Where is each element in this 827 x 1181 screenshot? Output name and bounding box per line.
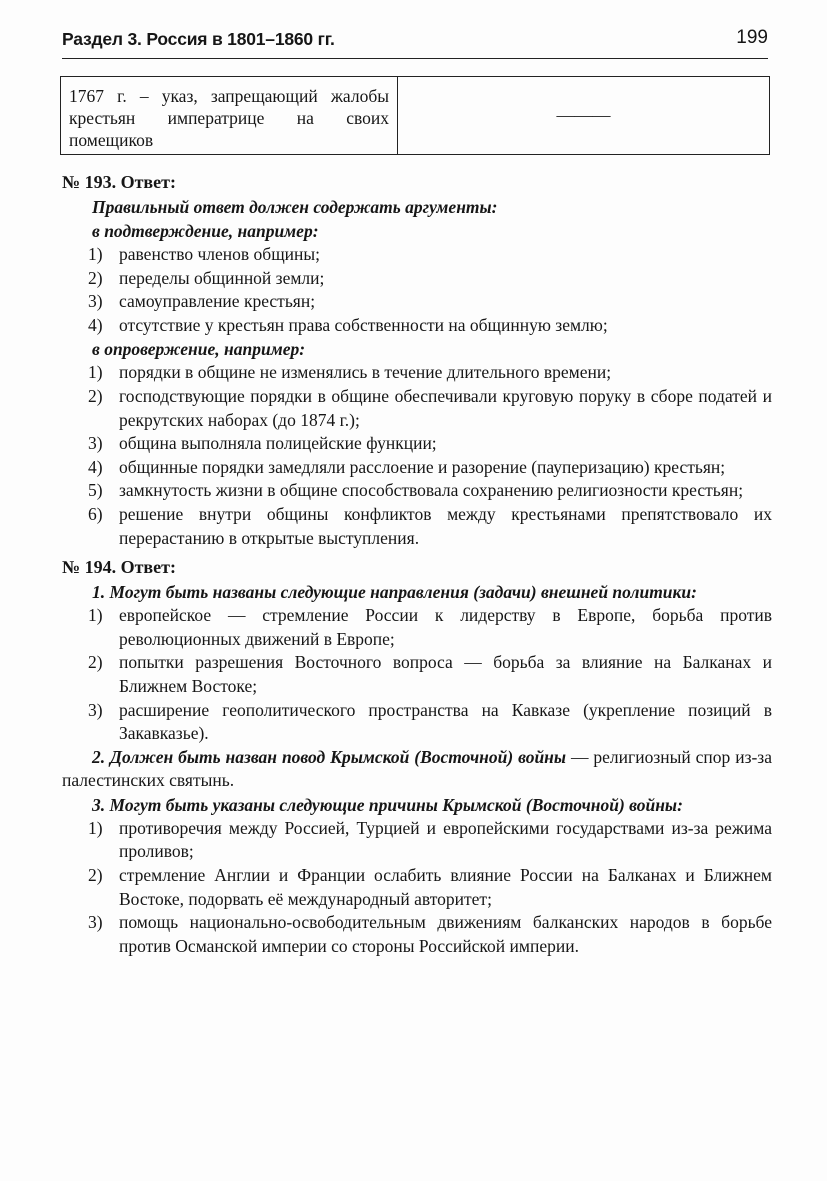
contra-arguments-label: в опровержение, например:: [92, 339, 306, 360]
list-item: [62, 604, 772, 651]
question-193-intro: Правильный ответ должен содержать аргументы:: [92, 197, 498, 217]
list-item-text: стремление Англии и Франции ослабить влияние России на Балканах и Ближнем Востоке, подорвать её международный авторитет;: [119, 865, 772, 909]
page-content: [62, 170, 772, 958]
war-causes-label: 3. Могут быть указаны следующие причины Крымской (Восточной) войны:: [92, 794, 683, 815]
list-item-text: самоуправление крестьян;: [119, 291, 316, 312]
list-item-number: 6): [88, 503, 103, 524]
list-item-text: господствующие порядки в общине обеспечивали круговую поруку в сборе податей и рекрутских наборах (до 1874 г.);: [119, 385, 772, 430]
running-head: [62, 26, 768, 59]
list-item-text: замкнутость жизни в общине способствовала сохранению религиозности крестьян;: [119, 480, 744, 501]
pro-arguments-label: в подтверждение, например:: [92, 221, 319, 241]
list-item-text: противоречия между Россией, Турцией и европейскими государствами из-за режима проливов;: [119, 817, 772, 862]
list-item: [62, 503, 772, 550]
list-item: [62, 432, 772, 456]
list-item: [62, 361, 772, 385]
list-item: [62, 314, 772, 338]
list-item-number: 4): [88, 456, 103, 477]
list-item-number: 2): [88, 865, 103, 886]
table-row: [61, 77, 770, 155]
pro-arguments-list: [62, 243, 772, 337]
list-item-text: отсутствие у крестьян права собственности на общинную землю;: [119, 314, 608, 335]
list-item-number: 3): [88, 912, 103, 933]
list-item: [62, 290, 772, 314]
list-item: [62, 479, 772, 503]
list-item-text: решение внутри общины конфликтов между крестьянами препятствовало их перерастанию в открытые выступления.: [119, 503, 772, 548]
list-item: [62, 267, 772, 291]
list-item: [62, 911, 772, 958]
list-item-number: 1): [88, 244, 103, 264]
list-item-text: переделы общинной земли;: [119, 267, 325, 288]
page-number: 199: [736, 27, 768, 48]
list-item-number: 2): [88, 267, 103, 288]
foreign-policy-directions-label: 1. Могут быть названы следующие направления (задачи) внешней политики:: [92, 582, 697, 603]
list-item: [62, 699, 772, 746]
list-item-number: 3): [88, 699, 103, 720]
list-item: [62, 243, 772, 267]
list-item-number: 2): [88, 652, 103, 673]
list-item-number: 5): [88, 480, 103, 501]
question-193-heading: № 193. Ответ:: [62, 172, 176, 192]
question-194-heading: № 194. Ответ:: [62, 557, 176, 578]
war-pretext-paragraph: [62, 746, 772, 793]
list-item: [62, 864, 772, 911]
list-item-text: расширение геополитического пространства на Кавказе (укрепление позиций в Закавказье).: [119, 699, 772, 744]
war-pretext-lead: 2. Должен быть назван повод Крымской (Восточной) войны: [92, 746, 567, 767]
section-title: Раздел 3. Россия в 1801–1860 гг.: [62, 29, 335, 49]
list-item-text: попытки разрешения Восточного вопроса — борьба за влияние на Балканах и Ближнем Востоке;: [119, 652, 772, 696]
foreign-policy-directions-list: [62, 604, 772, 746]
answer-table-fragment: [60, 76, 770, 155]
list-item-text: община выполняла полицейские функции;: [119, 433, 437, 454]
list-item-text: помощь национально-освободительным движениям балканских народов в борьбе против Османской империи со стороны Российской империи.: [119, 912, 772, 956]
list-item: [62, 651, 772, 698]
contra-arguments-list: [62, 361, 772, 550]
list-item: [62, 456, 772, 480]
list-item: [62, 385, 772, 432]
war-pretext-text: — религиозный спор из-за палестинских святынь.: [62, 746, 772, 791]
list-item-number: 2): [88, 385, 103, 406]
table-cell-event: 1767 г. – указ, запрещающий жалобы крестьян императрице на своих помещиков: [61, 77, 398, 155]
list-item-text: европейское — стремление России к лидерству в Европе, борьба против революционных движений в Европе;: [119, 605, 772, 649]
list-item-text: порядки в общине не изменялись в течение длительного времени;: [119, 362, 612, 383]
list-item-number: 3): [88, 433, 103, 454]
list-item-number: 1): [88, 362, 103, 383]
list-item-text: равенство членов общины;: [119, 244, 321, 264]
list-item: [62, 817, 772, 864]
war-causes-list: [62, 817, 772, 959]
list-item-text: общинные порядки замедляли расслоение и разорение (пауперизацию) крестьян;: [119, 456, 726, 477]
table-cell-dash: ———: [398, 77, 770, 155]
list-item-number: 1): [88, 605, 103, 626]
list-item-number: 3): [88, 291, 103, 312]
list-item-number: 1): [88, 817, 103, 838]
list-item-number: 4): [88, 314, 103, 335]
